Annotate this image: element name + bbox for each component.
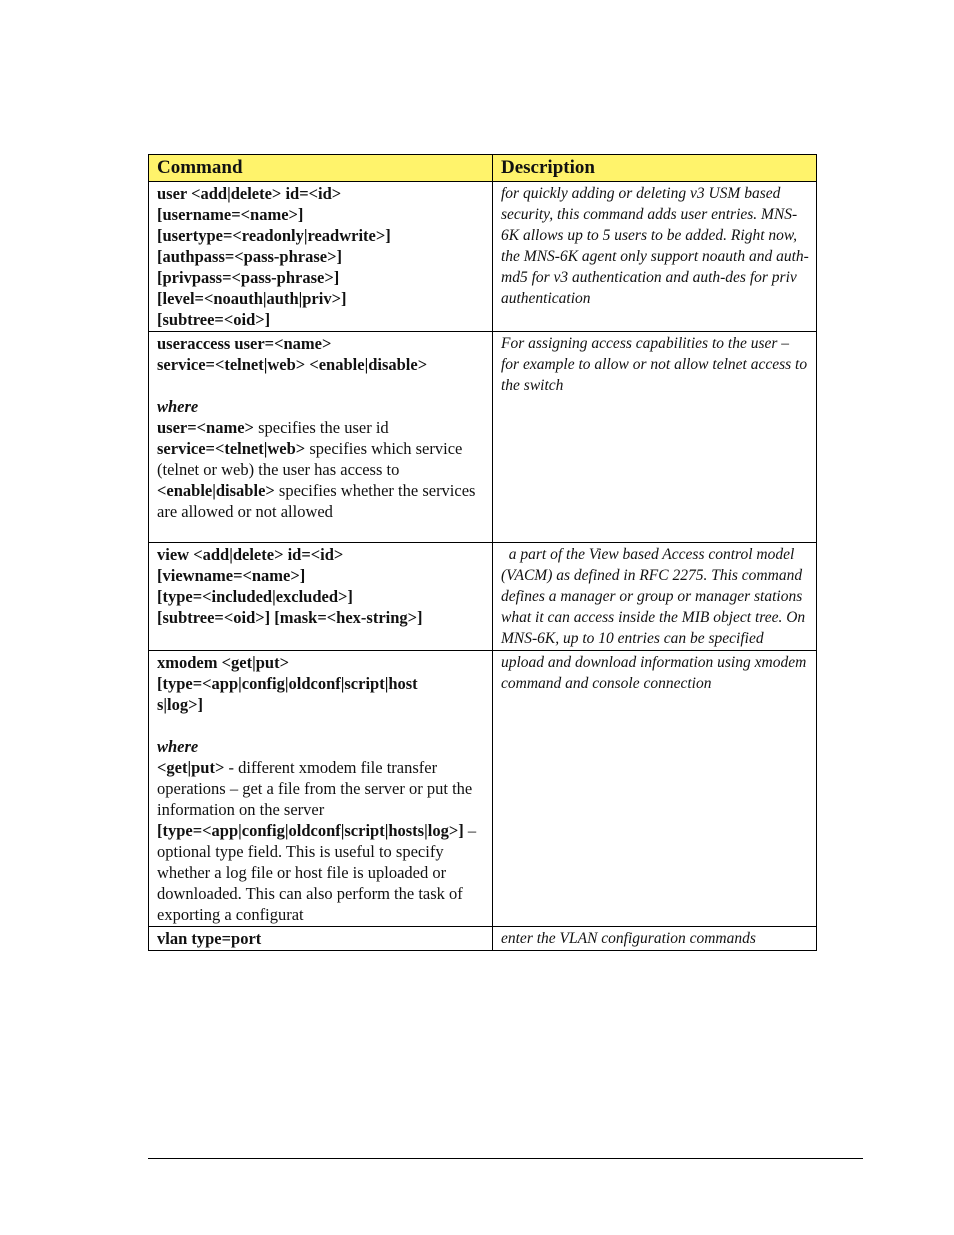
param-text: - different xmodem file transfer operations – get a file from the server or put the information on the server: [157, 758, 473, 819]
param-line: [157, 820, 486, 925]
param-line: [157, 757, 486, 820]
param-text: specifies the user id: [253, 418, 389, 437]
description-cell: a part of the View based Access control model (VACM) as defined in RFC 2275. This command defines a manager or group or manager stations what it can access inside the MIB object tree. On MNS-6K, up to 10 entries can be specified: [493, 543, 817, 651]
param-term: user=<name>: [157, 418, 254, 437]
command-line: [usertype=<readonly|readwrite>]: [157, 226, 391, 245]
command-line: view <add|delete> id=<id>: [157, 545, 344, 564]
param-term: <get|put>: [157, 758, 225, 777]
table-row: [149, 927, 817, 951]
table-row: [149, 651, 817, 927]
description-cell: for quickly adding or deleting v3 USM based security, this command adds user entries. MNS-6K allows up to 5 users to be added. Right now, the MNS-6K agent only support noauth and auth-md5 for v3 authentication and auth-des for priv authentication: [493, 182, 817, 332]
header-description: Description: [493, 155, 817, 182]
command-line: user <add|delete> id=<id>: [157, 184, 342, 203]
command-cell: [149, 543, 493, 651]
param-line: [157, 417, 486, 438]
command-line: [level=<noauth|auth|priv>]: [157, 289, 347, 308]
table-row: [149, 543, 817, 651]
param-text: specifies whether the services are allowed or not allowed: [157, 481, 476, 521]
footer-rule: [148, 1158, 863, 1159]
command-line: useraccess user=<name>: [157, 334, 332, 353]
header-command: Command: [149, 155, 493, 182]
description-cell: enter the VLAN configuration commands: [493, 927, 817, 951]
command-line: [type=<included|excluded>]: [157, 587, 353, 606]
table-header-row: [149, 155, 817, 182]
where-label: where: [157, 737, 199, 756]
command-line: s|log>]: [157, 695, 204, 714]
table-row: [149, 182, 817, 332]
command-line: [authpass=<pass-phrase>]: [157, 247, 342, 266]
command-cell: [149, 651, 493, 927]
param-term: service=<telnet|web>: [157, 439, 306, 458]
description-cell: upload and download information using xmodem command and console connection: [493, 651, 817, 927]
command-cell: [149, 927, 493, 951]
command-line: [viewname=<name>]: [157, 566, 306, 585]
param-line: [157, 438, 486, 480]
command-cell: [149, 332, 493, 543]
command-line: [subtree=<oid>]: [157, 310, 271, 329]
command-line: service=<telnet|web> <enable|disable>: [157, 355, 428, 374]
param-line: [157, 480, 486, 522]
table-row: [149, 332, 817, 543]
param-text: – optional type field. This is useful to specify whether a log file or host file is uploaded or downloaded. This can also perform the task of exporting a configurat: [157, 821, 477, 924]
command-table: [148, 154, 817, 951]
command-line: [username=<name>]: [157, 205, 304, 224]
where-label: where: [157, 397, 199, 416]
command-line: [subtree=<oid>] [mask=<hex-string>]: [157, 608, 423, 627]
command-line: vlan type=port: [157, 929, 262, 948]
param-term: [type=<app|config|oldconf|script|hosts|log>]: [157, 821, 464, 840]
command-line: [type=<app|config|oldconf|script|host: [157, 674, 418, 693]
description-cell: For assigning access capabilities to the user – for example to allow or not allow telnet access to the switch: [493, 332, 817, 543]
command-line: [privpass=<pass-phrase>]: [157, 268, 340, 287]
param-term: <enable|disable>: [157, 481, 275, 500]
param-text: specifies which service (telnet or web) the user has access to: [157, 439, 463, 479]
command-cell: [149, 182, 493, 332]
command-line: xmodem <get|put>: [157, 653, 289, 672]
